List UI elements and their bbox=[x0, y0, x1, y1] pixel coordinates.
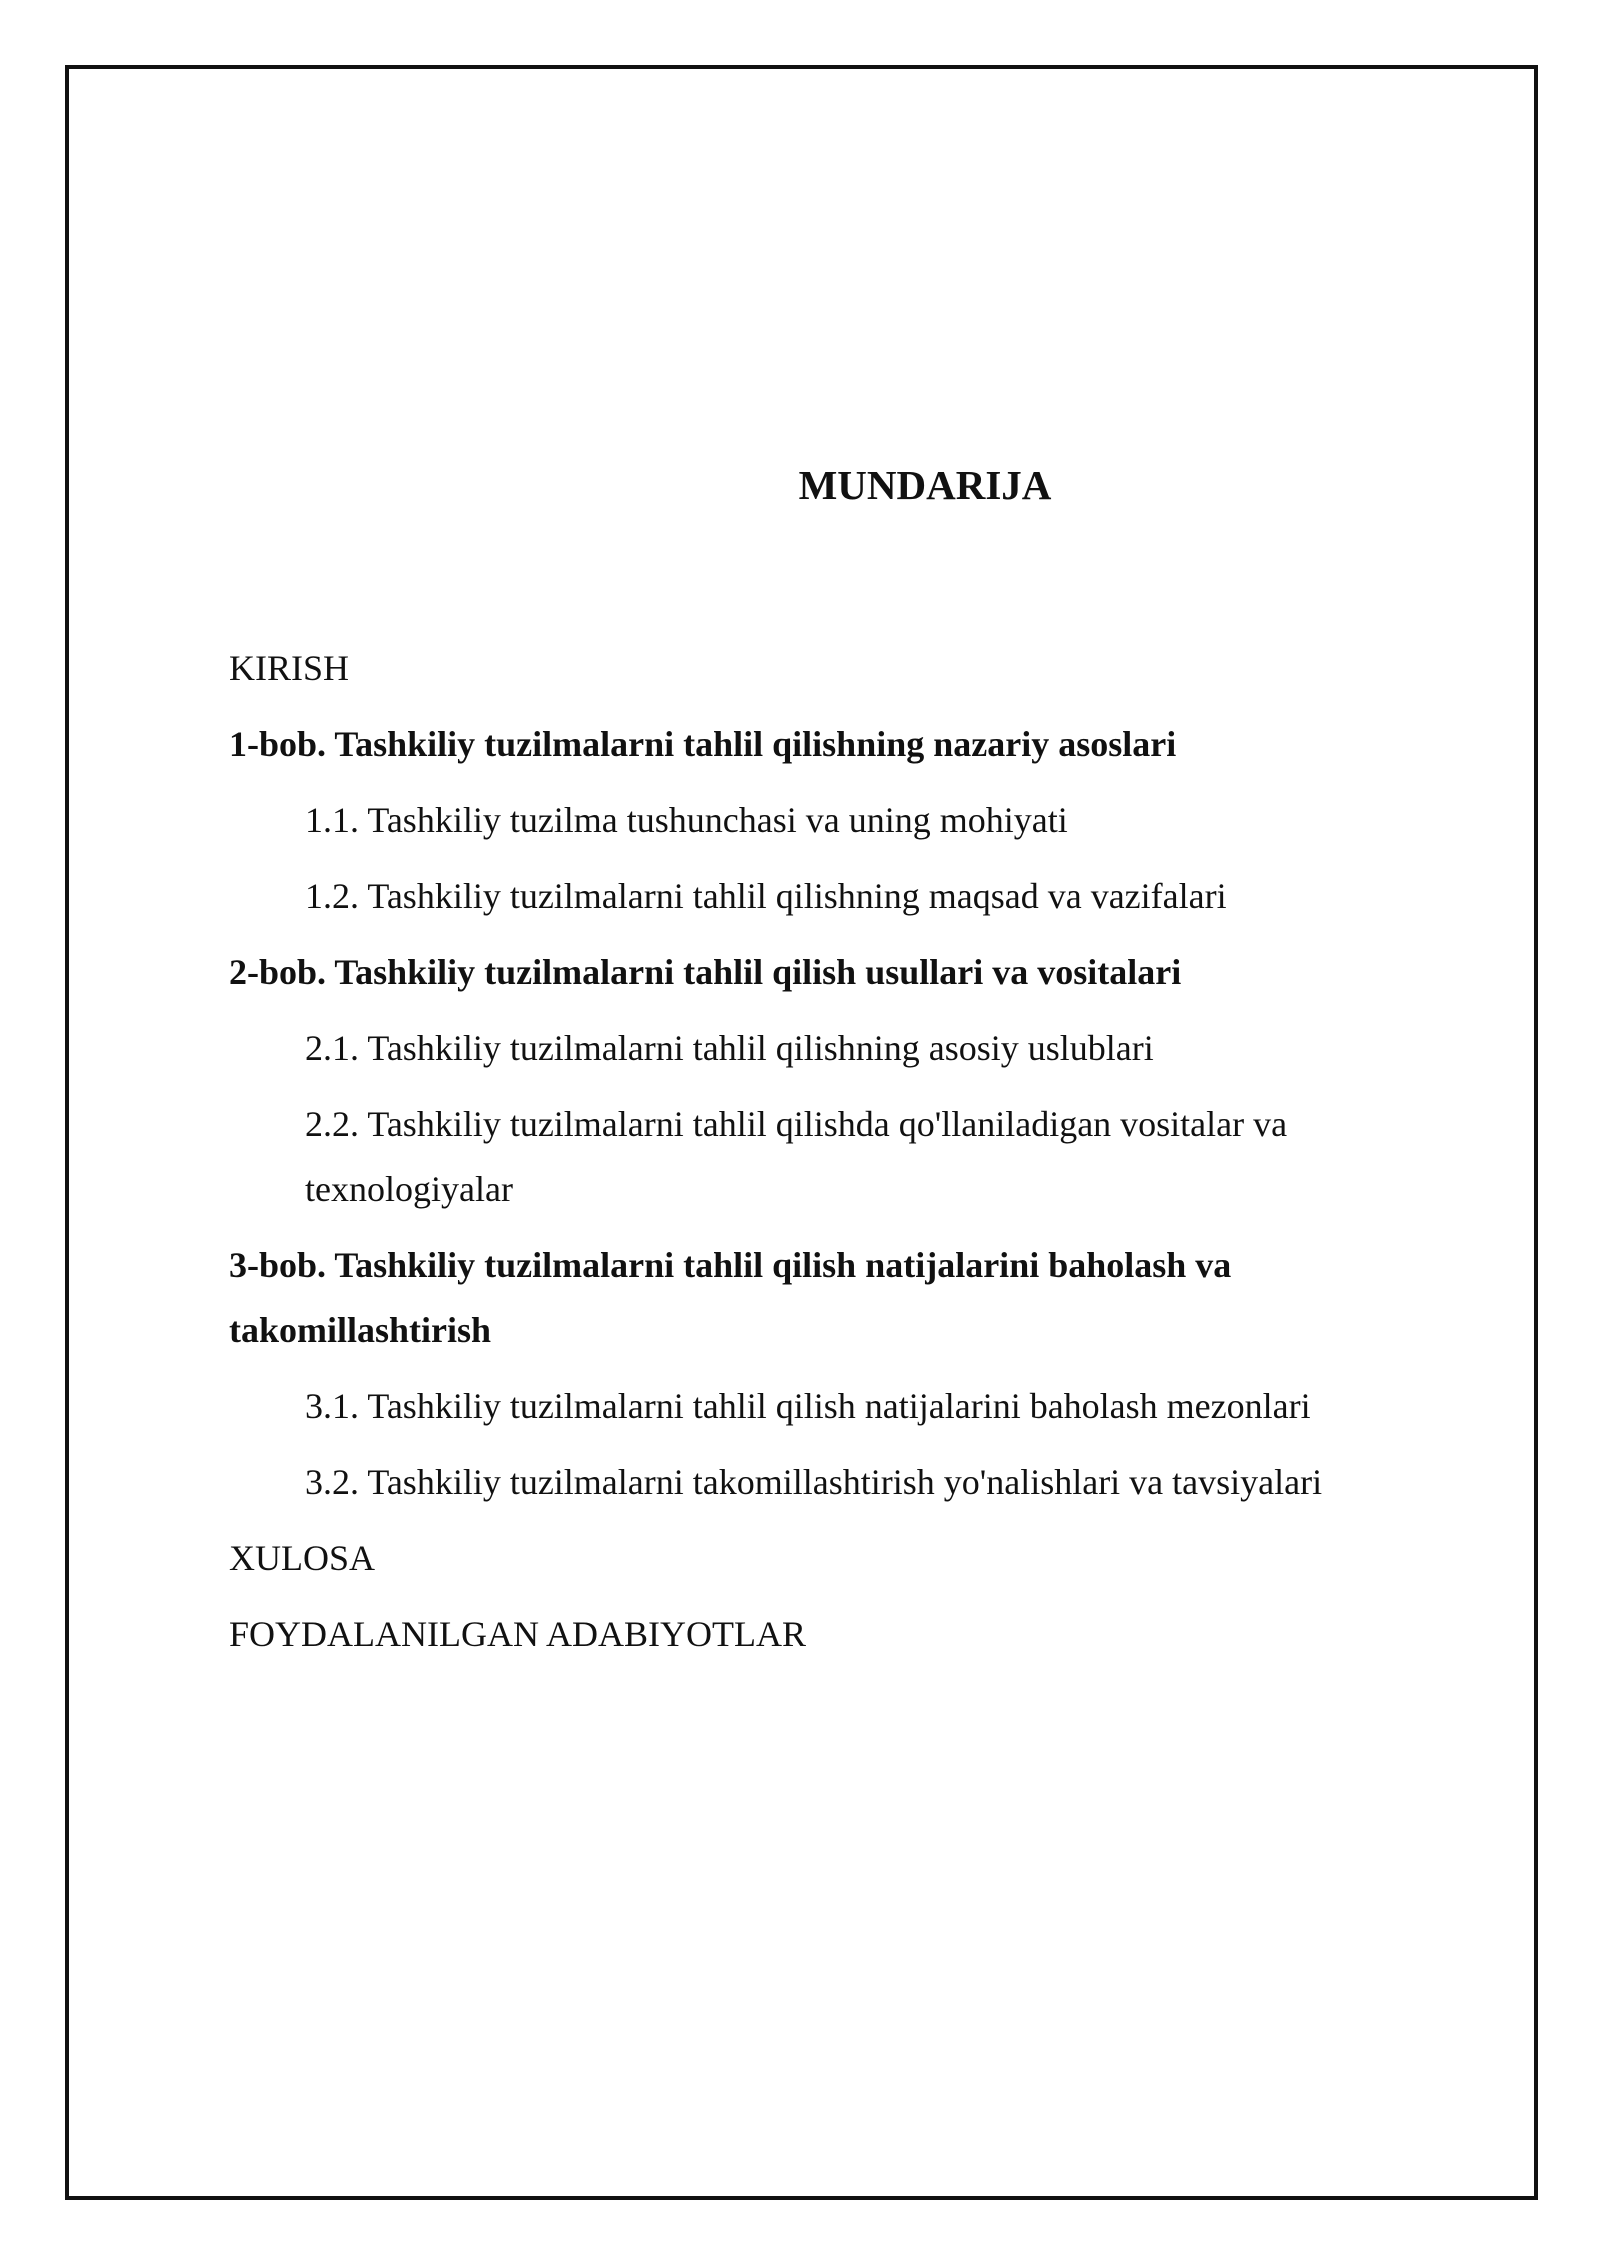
toc-chapter-3: 3-bob. Tashkiliy tuzilmalarni tahlil qilish natijalarini baholash va takomillashtirish bbox=[229, 1245, 1232, 1350]
page-title: MUNDARIJA bbox=[798, 462, 1052, 508]
toc-section-3-1: 3.1. Tashkiliy tuzilmalarni tahlil qilish natijalarini baholash mezonlari bbox=[305, 1386, 1311, 1426]
toc-section-1-1: 1.1. Tashkiliy tuzilma tushunchasi va uning mohiyati bbox=[305, 800, 1068, 840]
toc-entry-conclusion: XULOSA bbox=[229, 1538, 376, 1578]
toc-section-2-1: 2.1. Tashkiliy tuzilmalarni tahlil qilishning asosiy uslublari bbox=[305, 1028, 1154, 1068]
toc-entry-references: FOYDALANILGAN ADABIYOTLAR bbox=[229, 1614, 806, 1654]
toc-section-1-2: 1.2. Tashkiliy tuzilmalarni tahlil qilishning maqsad va vazifalari bbox=[305, 876, 1227, 916]
toc-entry-introduction: KIRISH bbox=[229, 648, 350, 688]
toc-chapter-2: 2-bob. Tashkiliy tuzilmalarni tahlil qilish usullari va vositalari bbox=[229, 952, 1182, 992]
table-of-contents bbox=[229, 636, 1409, 1678]
toc-chapter-1: 1-bob. Tashkiliy tuzilmalarni tahlil qilishning nazariy asoslari bbox=[229, 724, 1177, 764]
toc-section-2-2: 2.2. Tashkiliy tuzilmalarni tahlil qilishda qo'llaniladigan vositalar va texnologiyalar bbox=[305, 1104, 1288, 1209]
toc-section-3-2: 3.2. Tashkiliy tuzilmalarni takomillashtirish yo'nalishlari va tavsiyalari bbox=[305, 1462, 1323, 1502]
